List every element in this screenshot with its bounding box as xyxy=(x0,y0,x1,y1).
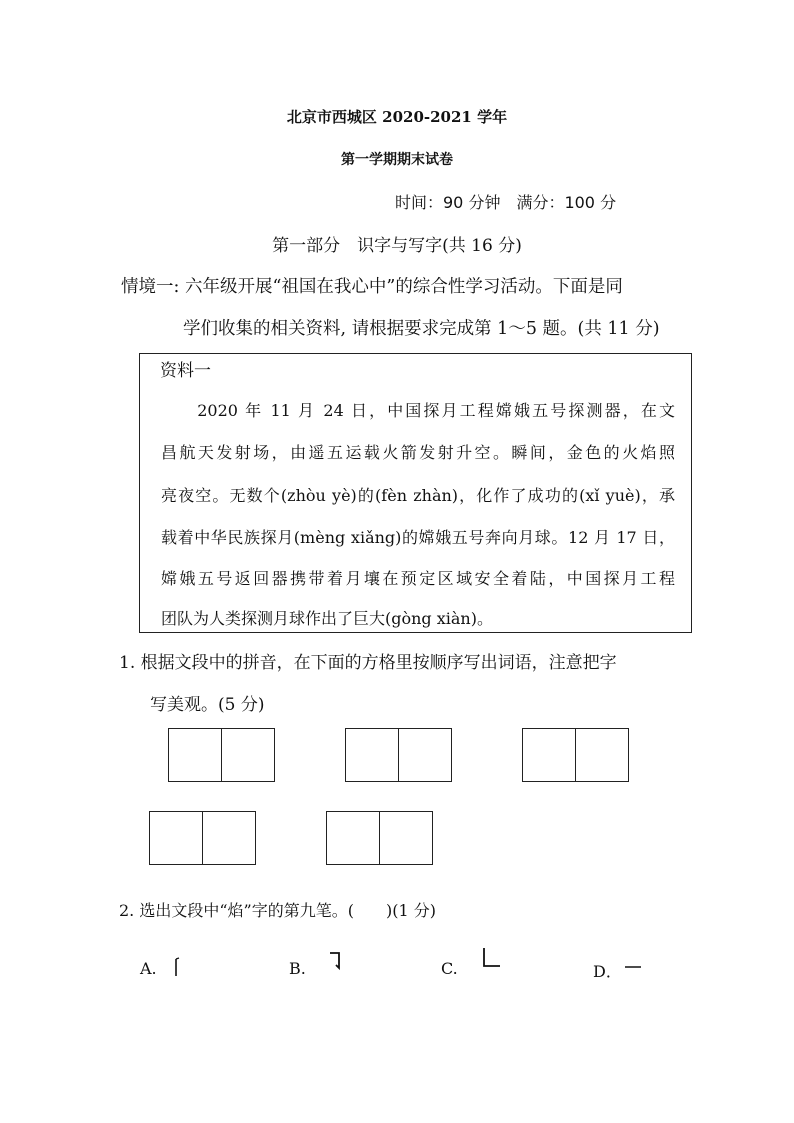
scenario-line-2: 学们收集的相关资料, 请根据要求完成第 1～5 题。(共 11 分) xyxy=(183,319,660,339)
question-1-text: 1. 根据文段中的拼音，在下面的方格里按顺序写出词语，注意把字 xyxy=(119,653,617,673)
option-b-label[interactable]: B. xyxy=(289,959,306,978)
material-line: 载着中华民族探月(mèng xiǎng)的嫦娥五号奔向月球。12 月 17 日， xyxy=(161,528,675,547)
horizontal-hook-stroke-icon xyxy=(329,950,343,972)
scenario-line-1: 情境一: 六年级开展“祖国在我心中”的综合性学习活动。下面是同 xyxy=(121,277,623,297)
question-1-text-cont: 写美观。(5 分) xyxy=(150,695,265,715)
answer-grid-4[interactable] xyxy=(149,811,256,865)
horizontal-stroke-icon xyxy=(623,960,643,974)
answer-grid-2[interactable] xyxy=(345,728,452,782)
material-title: 资料一 xyxy=(160,361,211,381)
exam-title: 北京市西城区 2020-2021 学年 xyxy=(286,108,508,126)
exam-subtitle: 第一学期期末试卷 xyxy=(341,152,453,168)
material-line: 团队为人类探测月球作出了巨大(gòng xiàn)。 xyxy=(161,609,493,628)
material-line: 嫦娥五号返回器携带着月壤在预定区域安全着陆，中国探月工程 xyxy=(161,569,675,588)
option-d-label[interactable]: D． xyxy=(593,962,622,981)
option-a-label[interactable]: A. xyxy=(140,959,157,978)
vertical-bend-stroke-icon xyxy=(479,946,503,972)
answer-grid-5[interactable] xyxy=(326,811,433,865)
option-c-label[interactable]: C. xyxy=(441,959,458,978)
material-line: 2020 年 11 月 24 日，中国探月工程嫦娥五号探测器，在文 xyxy=(161,401,675,420)
exam-meta: 时间：90 分钟 满分：100 分 xyxy=(395,193,617,212)
part-heading: 第一部分 识字与写字(共 16 分) xyxy=(272,236,522,256)
answer-grid-1[interactable] xyxy=(168,728,275,782)
answer-grid-3[interactable] xyxy=(522,728,629,782)
question-2-text: 2. 选出文段中“焰”字的第九笔。( )(1 分) xyxy=(119,901,436,920)
material-line: 亮夜空。无数个(zhòu yè)的(fèn zhàn)，化作了成功的(xǐ yuè)，承 xyxy=(161,486,675,505)
material-line: 昌航天发射场，由遥五运载火箭发射升空。瞬间，金色的火焰照 xyxy=(161,443,675,462)
vertical-stroke-icon xyxy=(171,957,181,979)
